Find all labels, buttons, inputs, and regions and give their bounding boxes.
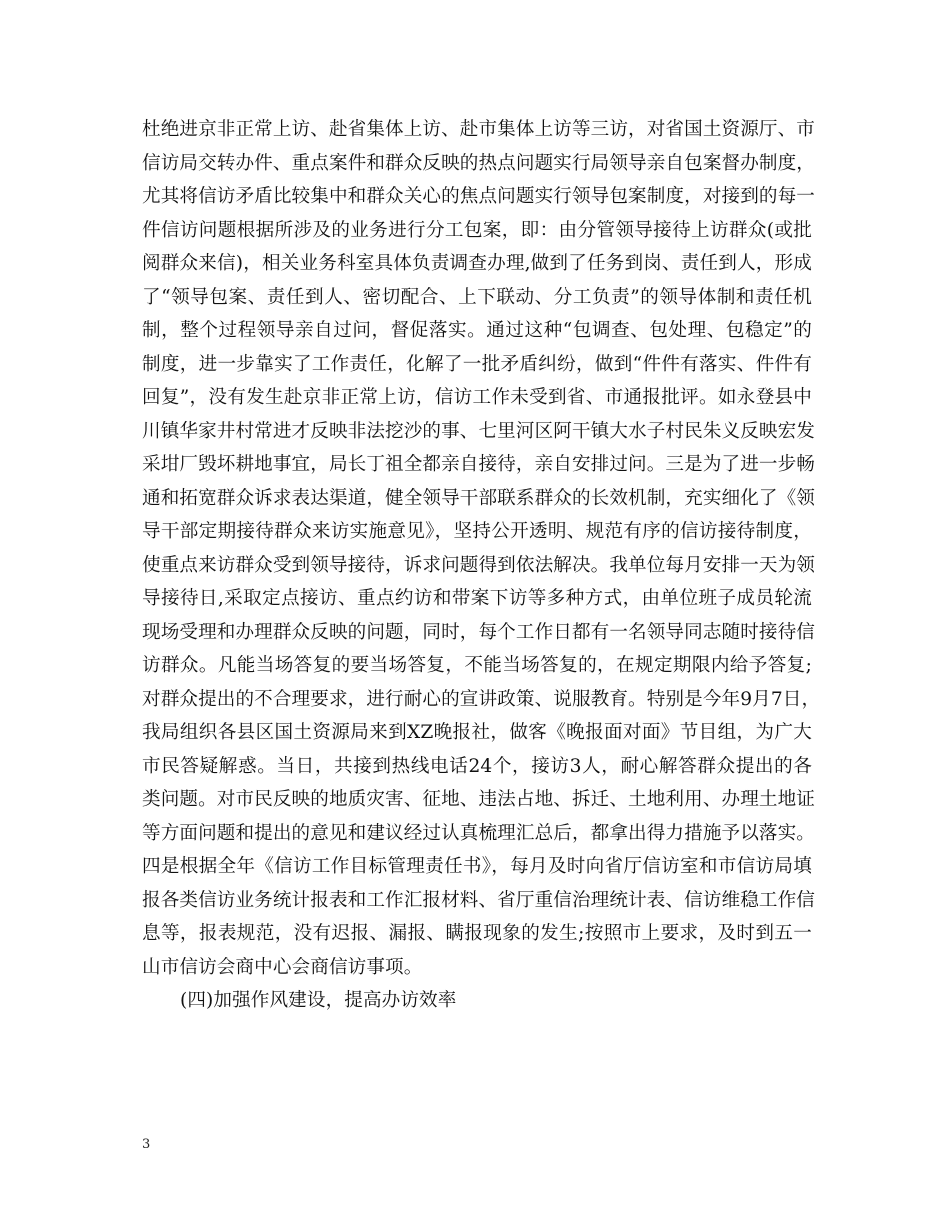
text-line: 使重点来访群众受到领导接待，诉求问题得到依法解决。我单位每月安排一天为领 — [142, 554, 815, 576]
text-line: 尤其将信访矛盾比较集中和群众关心的焦点问题实行领导包案制度，对接到的每一 — [142, 186, 815, 207]
page-number: 3 — [142, 1137, 151, 1152]
text-line: 等方面问题和提出的意见和建议经过认真梳理汇总后，都拿出得力措施予以落实。 — [142, 822, 815, 844]
text-line: 了“领导包案、责任到人、密切配合、上下联动、分工负责”的领导体制和责任机 — [142, 286, 812, 308]
text-line: 信访局交转办件、重点案件和群众反映的热点问题实行局领导亲自包案督办制度， — [142, 152, 815, 174]
text-line: 四是根据全年《信访工作目标管理责任书》，每月及时向省厅信访室和市信访局填 — [142, 856, 812, 877]
text-line: 山市信访会商中心会商信访事项。 — [142, 956, 423, 978]
text-line: 件信访问题根据所涉及的业务进行分工包案，即：由分管领导接待上访群众(或批 — [142, 219, 812, 241]
text-line: 息等，报表规范，没有迟报、漏报、瞒报现象的发生;按照市上要求，及时到五一 — [142, 923, 812, 944]
text-line: 访群众。凡能当场答复的要当场答复，不能当场答复的，在规定期限内给予答复; — [142, 655, 812, 676]
section-heading: (四)加强作风建设，提高办访效率 — [180, 990, 457, 1011]
text-line: 回复”，没有发生赴京非正常上访，信访工作未受到省、市通报批评。如永登县中 — [142, 387, 812, 408]
text-line: 市民答疑解惑。当日，共接到热线电话24个，接访3人，耐心解答群众提出的各 — [142, 755, 812, 777]
text-line: 制度，进一步靠实了工作责任，化解了一批矛盾纠纷，做到“件件有落实、件件有 — [142, 353, 812, 375]
text-line: 通和拓宽群众诉求表达渠道，健全领导干部联系群众的长效机制，充实细化了《领 — [142, 487, 815, 509]
text-line: 川镇华家井村常进才反映非法挖沙的事、七里河区阿干镇大水子村民朱义反映宏发 — [142, 420, 815, 442]
text-line: 导干部定期接待群众来访实施意见》，坚持公开透明、规范有序的信访接待制度， — [142, 521, 812, 542]
text-line: 杜绝进京非正常上访、赴省集体上访、赴市集体上访等三访，对省国土资源厅、市 — [142, 119, 815, 140]
text-line: 对群众提出的不合理要求，进行耐心的宣讲政策、说服教育。特别是今年9月7日， — [142, 688, 821, 710]
text-line: 制，整个过程领导亲自过问，督促落实。通过这种“包调查、包处理、包稳定”的 — [142, 320, 812, 341]
text-line: 我局组织各县区国土资源局来到XZ晚报社，做客《晚报面对面》节目组，为广大 — [142, 722, 812, 743]
text-line: 采坩厂毁坏耕地事宜，局长丁祖全都亲自接待，亲自安排过问。三是为了进一步畅 — [142, 454, 815, 475]
text-line: 报各类信访业务统计报表和工作汇报材料、省厅重信治理统计表、信访维稳工作信 — [142, 889, 815, 911]
text-line: 类问题。对市民反映的地质灾害、征地、违法占地、拆迁、土地利用、办理土地证 — [142, 789, 815, 810]
body-text — [142, 113, 821, 1018]
text-line: 现场受理和办理群众反映的问题，同时，每个工作日都有一名领导同志随时接待信 — [142, 621, 815, 643]
text-line: 导接待日,采取定点接访、重点约访和带案下访等多种方式，由单位班子成员轮流 — [142, 588, 812, 609]
text-line: 阅群众来信)，相关业务科室具体负责调查办理,做到了任务到岗、责任到人，形成 — [142, 253, 812, 274]
